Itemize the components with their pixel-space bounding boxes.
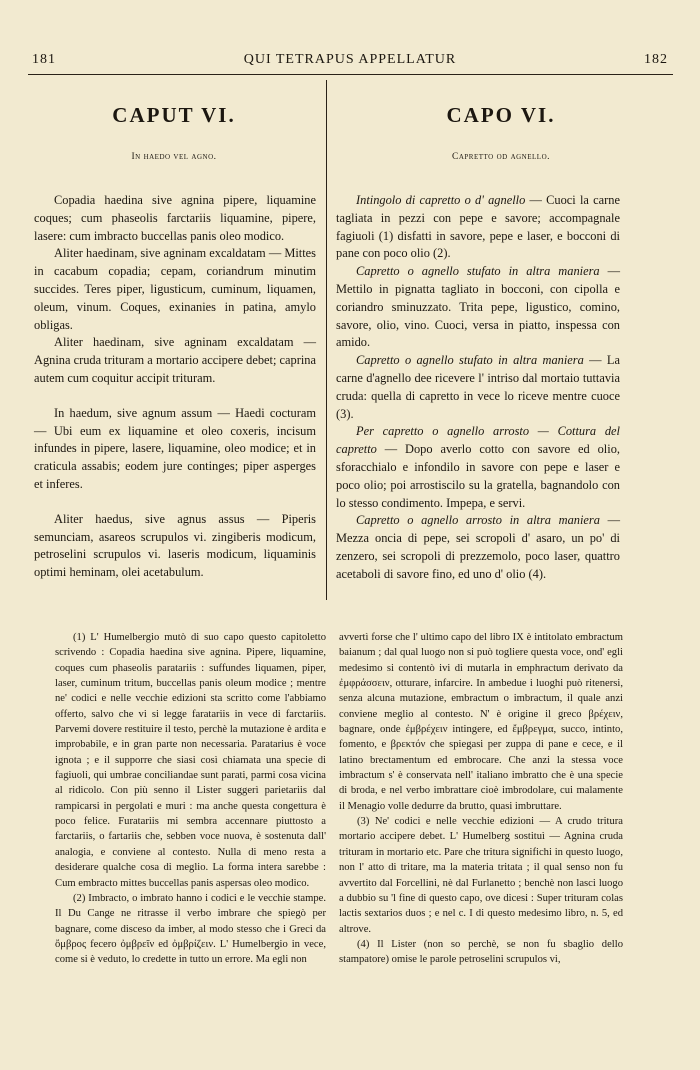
footnotes-right bbox=[339, 630, 623, 968]
latin-subtitle: In haedo vel agno. bbox=[131, 152, 217, 162]
italian-paragraph: Capretto o agnello arrosto in altra maniera — Mezza oncia di pepe, sei scropoli d' asaro, un po' di zenzero, sei scropoli di prezzemolo, poco laser, quattro acetaboli di savore fino, ed uno d' olio (4). bbox=[336, 513, 620, 581]
page-number-left: 181 bbox=[32, 52, 56, 67]
footnote-continuation: avvertì forse che l' ultimo capo del libro IX è intitolato embractum baianum ; dal qual luogo non si può togliere questa voce, ond' egli medesimo si contentò ivi di mutarla in emphractum derivato da ἐμφράσσειν, otturare, infarcire. In ambedue i luoghi può ritenersi, senza alcuna mutazione, embractum o imbractum, il quale anzi conviene meglio al contesto. N' è origine il greco βρέχειν, bagnare, onde ἐμβρέχειν intingere, ed ἔμβρεγμα, succo, intinto, fomento, e βρεκτόν che spiegasi per zuppa di pane e cece, e il latino brectamentum ed embrocare. Che anzi la stessa voce imbractum s' è conservata nell' italiano imbratto che è una specie di broda, e nel verbo imbrattare cioè imbrodolare, cui malamente il Menagio volle dedurre da brutto, quasi imbruttare. bbox=[339, 632, 623, 812]
column-divider bbox=[326, 80, 327, 600]
italian-heading: Intingolo di capretto o d' agnello bbox=[356, 193, 526, 207]
footnote: (1) L' Humelbergio mutò di suo capo questo capitoletto scrivendo : Copadia haedina sive agnina. Pipere, liquamine, coques cum phaseolis paratariis : suffundes liquamen, piper, laser, cuminum tritum, buccellas panis oleum modice ; mentre ne' codici e nelle vecchie edizioni sta scritto come l'abbiamo offerto, salvo che vi si legge faratariis in vece di farctariis. Parvemi dovere restituire il testo, perchè la mutazione è ardita e improbabile, e in gran parte non necessaria. Paratarius è voce ignota ; e il supporre che siasi così chiamata una specie di fagiuoli, qui umbrae conciliandae sunt parati, parmi cosa vicina al ridicolo. Con più senno il Lister suggerì parietariis dal rampicarsi in pergolati e muri : ma anche questa congettura è poco felice. Furatariis mi sembra accennare piuttosto a farctariis, o fartariis che, sebben voce nuova, è sostenuta dall' analogia, e conviene al contesto. Nulla di meno resta a desiderare qualche cosa di meglio. La forma intera sarebbe : Cum embracto mittes buccellas panis aspersas oleo modico. bbox=[55, 632, 326, 889]
latin-title: CAPUT VI. bbox=[112, 103, 236, 127]
latin-paragraph: Copadia haedina sive agnina pipere, liquamine coques; cum phaseolis farctariis liquamine, pipere, lasere: cum imbracto buccellas panis oleo modico. bbox=[34, 193, 316, 243]
italian-heading: Capretto o agnello arrosto in altra maniera bbox=[356, 513, 600, 528]
italian-heading: Capretto o agnello stufato in altra maniera bbox=[356, 264, 600, 279]
header-rule bbox=[28, 74, 673, 75]
italian-title: CAPO VI. bbox=[446, 103, 556, 127]
latin-paragraph: In haedum, sive agnum assum — Haedi cocturam — Ubi eum ex liquamine et oleo coxeris, incisum infundes in pipere, lasere, liquamine, oleo modice; et in craticula assabis; eodem jure continges; piper asperges et inferes. bbox=[34, 405, 316, 491]
latin-paragraph: Aliter haedinam, sive agninam excaldatam — Agnina cruda trituram a mortario accipere debet; caprina autem cum coquitur accipit trituram. bbox=[34, 335, 316, 385]
italian-paragraph: Per capretto o agnello arrosto — Cottura del capretto — Dopo averlo cotto con savore ed olio, sforacchialo e infondilo in savore con pepe e laser e poco olio; poi arrostiscilo su la gratella, bagnandolo con lo stesso condimento. Impepa, e servi. bbox=[336, 424, 620, 510]
running-title: QUI TETRAPUS APPELLATUR bbox=[243, 52, 457, 67]
italian-text bbox=[336, 192, 620, 584]
italian-paragraph: Capretto o agnello stufato in altra maniera — Mettilo in pignatta tagliato in bocconi, con cipolla e coriandro sminuzzato. Trita pepe, ligustico, comino, savore, olio, vino. Cuoci, versa in piatto, inspessa con amido. bbox=[336, 264, 620, 350]
italian-subtitle: Capretto od agnello. bbox=[452, 152, 550, 162]
latin-text bbox=[34, 192, 316, 582]
latin-paragraph: Aliter haedinam, sive agninam excaldatam — Mittes in cacabum copadia; cepam, coriandrum minutim succides. Teres piper, ligusticum, cuminum, liquamen, oleum, vinum. Coques, exinanies in patina, amylo obligas. bbox=[34, 246, 316, 332]
page-number-right: 182 bbox=[644, 52, 668, 67]
italian-paragraph: Intingolo di capretto o d' agnello — Cuoci la carne tagliata in pezzi con pepe e savore; accompagnale fagiuoli (1) disfatti in savore, pepe e laser, e bocconi di pane con poco olio (2). bbox=[336, 193, 620, 261]
footnotes-left bbox=[55, 630, 326, 968]
italian-paragraph: Capretto o agnello stufato in altra maniera — La carne d'agnello dee ricevere l' intriso dal mortaio tuttavia cruda: quella di capretto in vece lo riceve mentre cuoce (3). bbox=[336, 353, 620, 421]
footnote: (3) Ne' codici e nelle vecchie edizioni — A crudo tritura mortario accipere debet. L' Humelberg sostituì — Agnina cruda trituram in mortario etc. Pare che tritura significhi in questo luogo, non l' atto di tritare, ma la materia tritata ; il qual senso non fu avvertito dal Forcellini, nè dal Furlanetto ; benchè non lasci luogo a dubbio su 'l fine di questo capo, ove dicesi : Super trituram colas lactis sextarios duos ; e nel c. I di questo medesimo libro, n. 5, ed altrove. bbox=[339, 816, 623, 935]
italian-heading: Capretto o agnello stufato in altra maniera bbox=[356, 353, 584, 368]
footnote: (2) Imbracto, o imbrato hanno i codici e le vecchie stampe. Il Du Cange ne ritrasse il verbo imbrare che spiegò per bagnare, come disceso da imber, al modo stesso che i Greci da ὄμβρος fecero ὀμβρεῖν ed ὀμβρίζειν. L' Humelbergio in vece, come si è veduto, lo credette in tutto un errore. Ma egli non bbox=[55, 892, 326, 966]
footnote: (4) Il Lister (non so perchè, se non fu sbaglio dello stampatore) omise le parole petroselini scrupulos vi, bbox=[339, 938, 623, 966]
latin-paragraph: Aliter haedus, sive agnus assus — Piperis semunciam, asareos scrupulos vi. zingiberis modicum, petroselini scrupulos vi. laseris modicum, liquaminis optimi heminam, olei acetabulum. bbox=[34, 511, 316, 580]
italian-heading: Per capretto o agnello arrosto — Cottura del capretto bbox=[336, 424, 620, 457]
